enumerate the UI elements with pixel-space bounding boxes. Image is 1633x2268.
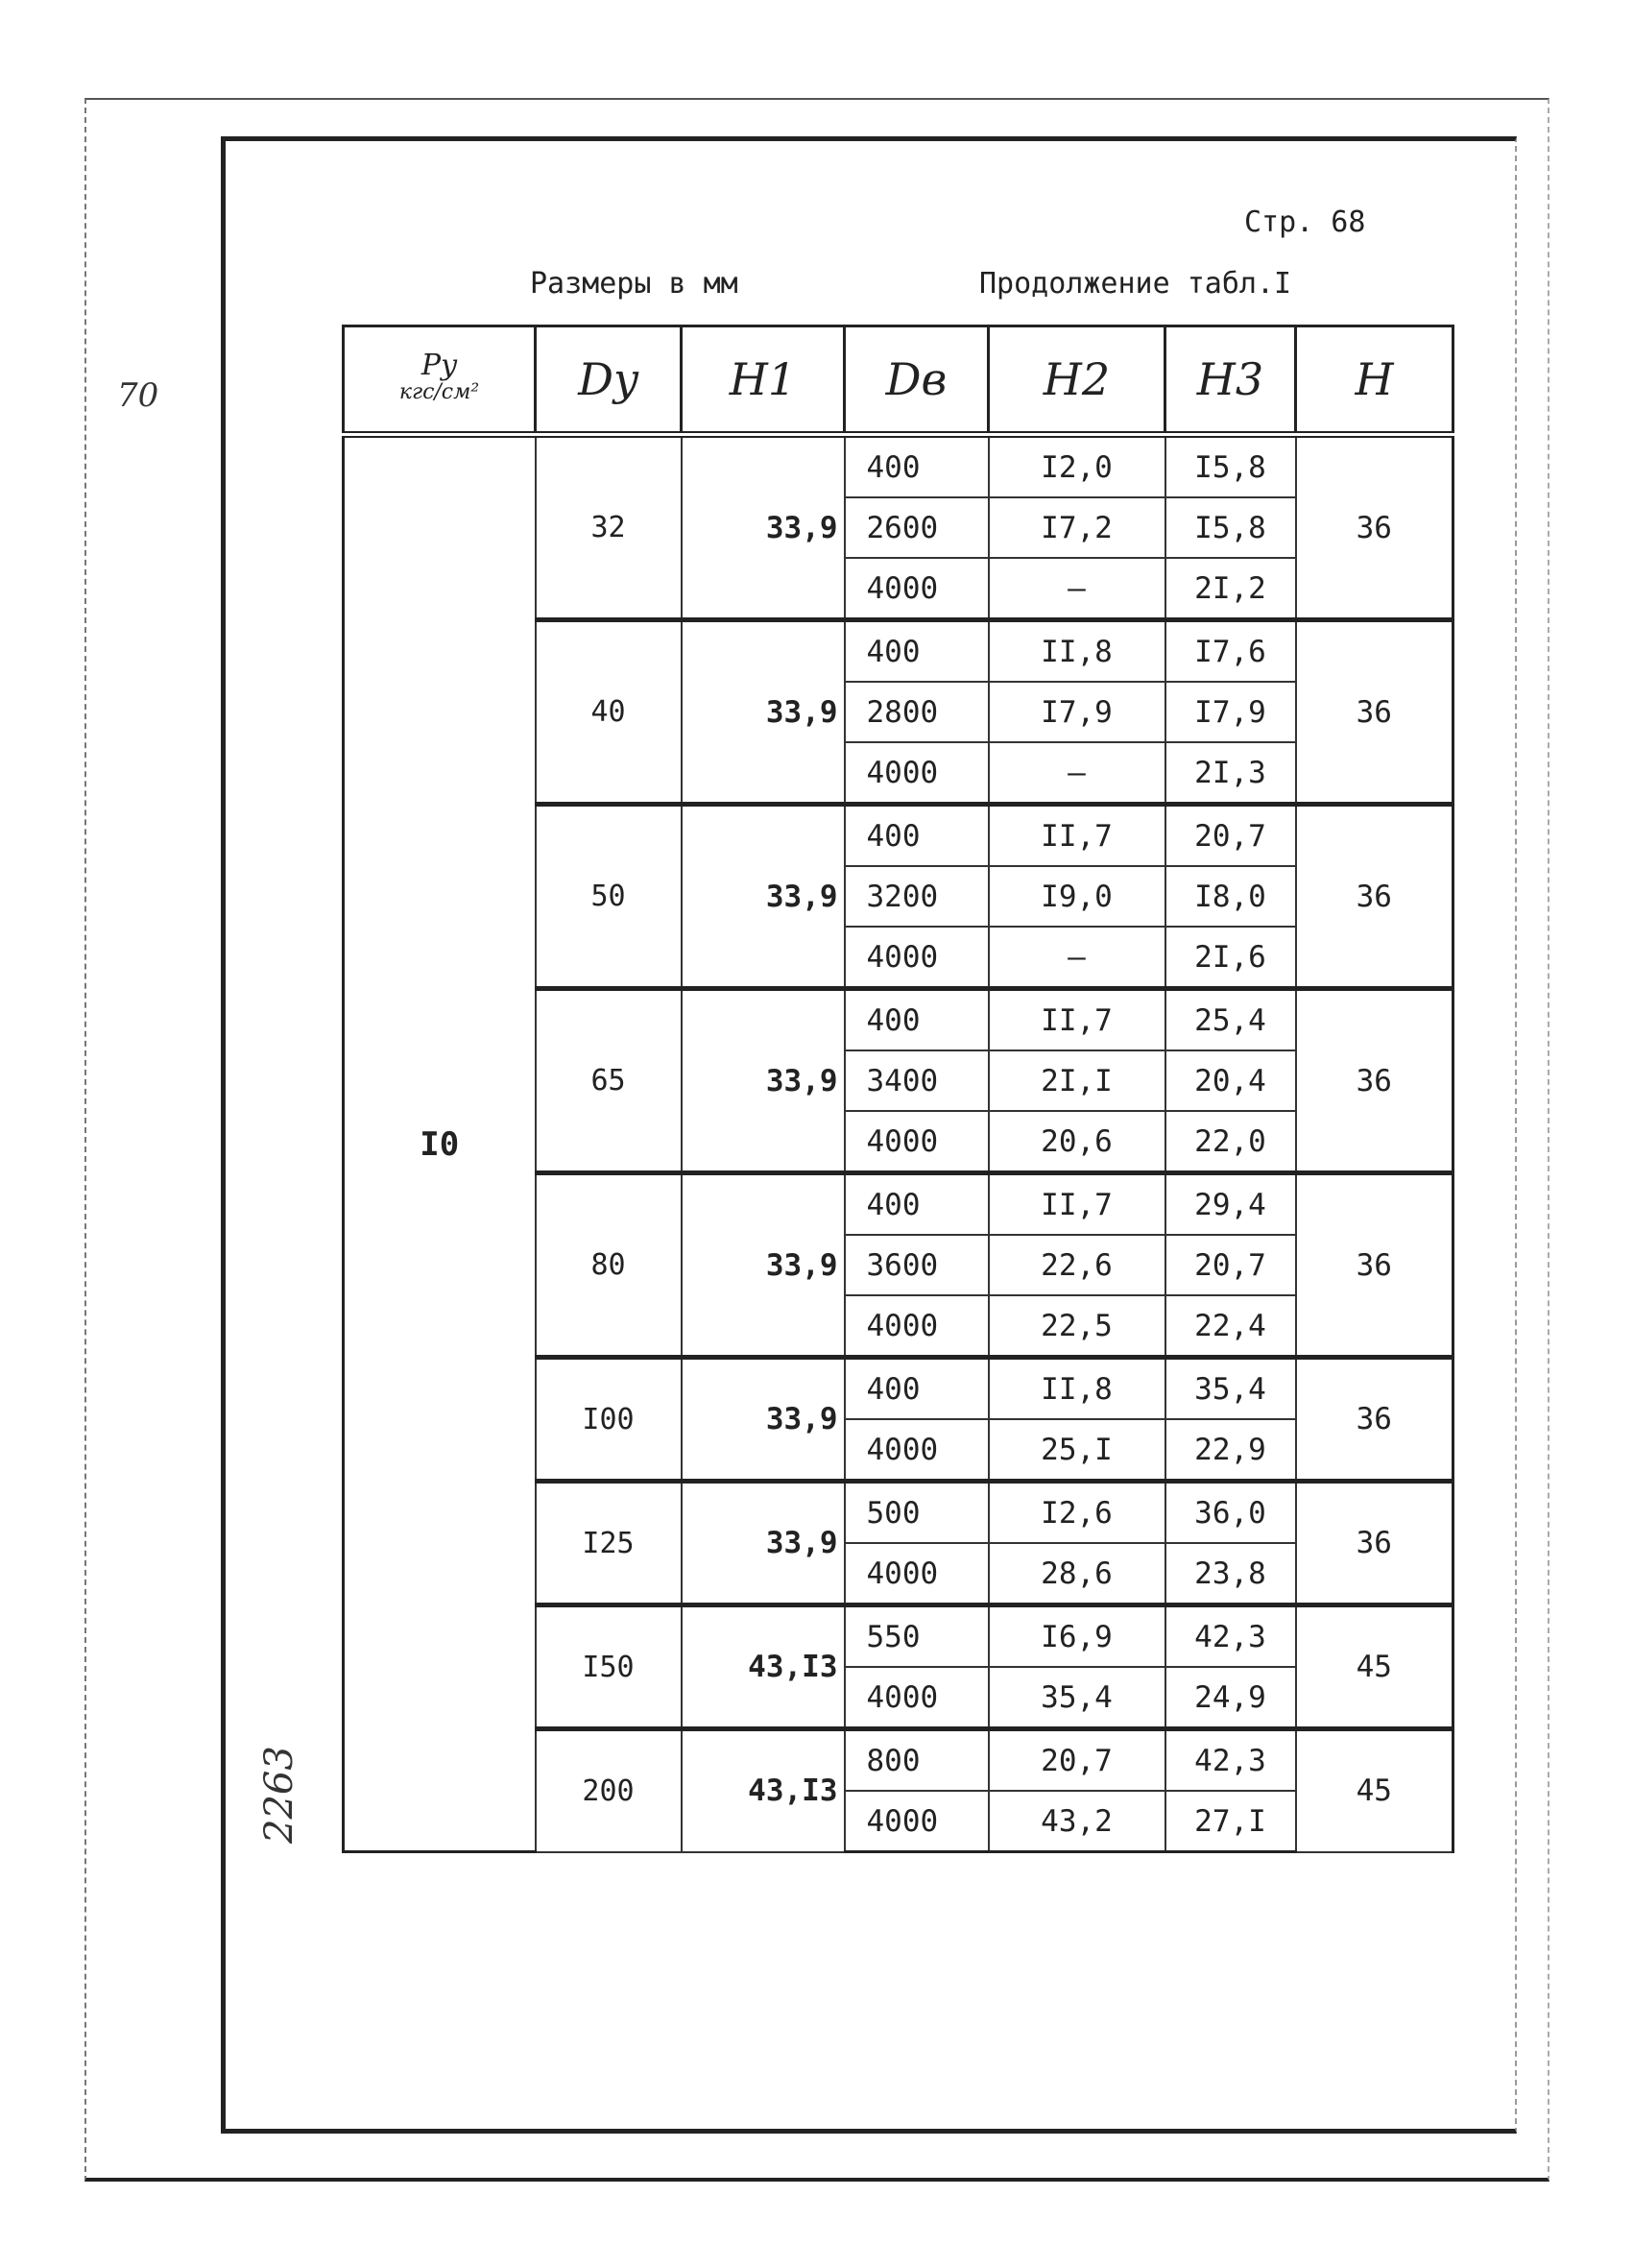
page-number: Стр. 68 xyxy=(1244,205,1366,239)
table-body xyxy=(344,435,1453,1852)
cell-h2: I2,6 xyxy=(989,1482,1165,1544)
cell-h2: 2I,I xyxy=(989,1050,1165,1111)
cell-h2: – xyxy=(989,927,1165,989)
header-h3: H3 xyxy=(1165,326,1296,435)
cell-h3: 20,4 xyxy=(1165,1050,1296,1111)
header-py-unit: кгс/см² xyxy=(398,380,480,404)
header-h: H xyxy=(1296,326,1453,435)
cell-h2: I2,0 xyxy=(989,435,1165,498)
cell-dv: 550 xyxy=(845,1605,989,1668)
cell-h3: I5,8 xyxy=(1165,435,1296,498)
cell-dy: 65 xyxy=(536,989,682,1173)
cell-h3: 22,4 xyxy=(1165,1295,1296,1358)
cell-dy: I00 xyxy=(536,1358,682,1482)
cell-h1: 33,9 xyxy=(682,1482,845,1605)
cell-h2: II,7 xyxy=(989,805,1165,867)
header-dy: Dy xyxy=(536,326,682,435)
cell-dy: 40 xyxy=(536,620,682,805)
cell-dy: 200 xyxy=(536,1729,682,1852)
header-py xyxy=(344,326,536,435)
cell-h2: I7,9 xyxy=(989,682,1165,742)
cell-h2: 43,2 xyxy=(989,1791,1165,1852)
cell-dv: 4000 xyxy=(845,1419,989,1482)
cell-h3: 25,4 xyxy=(1165,989,1296,1051)
cell-h3: 20,7 xyxy=(1165,805,1296,867)
cell-h1: 43,I3 xyxy=(682,1605,845,1729)
cell-h2: – xyxy=(989,742,1165,805)
cell-dv: 3200 xyxy=(845,866,989,927)
cell-h2: 22,6 xyxy=(989,1235,1165,1295)
continuation-note: Продолжение табл.I xyxy=(979,267,1292,301)
cell-h2: 35,4 xyxy=(989,1667,1165,1729)
header-dv: Dв xyxy=(845,326,989,435)
cell-dy: I25 xyxy=(536,1482,682,1605)
cell-h3: I7,6 xyxy=(1165,620,1296,683)
cell-h1: 33,9 xyxy=(682,435,845,620)
cell-h2: II,8 xyxy=(989,620,1165,683)
margin-note-top: 70 xyxy=(117,376,159,415)
cell-h2: 22,5 xyxy=(989,1295,1165,1358)
cell-dy: 50 xyxy=(536,805,682,989)
cell-dv: 2800 xyxy=(845,682,989,742)
cell-dv: 3600 xyxy=(845,1235,989,1295)
cell-h: 36 xyxy=(1296,620,1453,805)
cell-h3: 24,9 xyxy=(1165,1667,1296,1729)
cell-dv: 400 xyxy=(845,1173,989,1236)
cell-dy: I50 xyxy=(536,1605,682,1729)
cell-h2: – xyxy=(989,558,1165,620)
cell-dv: 4000 xyxy=(845,1543,989,1605)
cell-h3: 27,I xyxy=(1165,1791,1296,1852)
dimensions-table xyxy=(342,325,1454,1853)
cell-h3: 2I,6 xyxy=(1165,927,1296,989)
cell-h2: 28,6 xyxy=(989,1543,1165,1605)
cell-h3: I8,0 xyxy=(1165,866,1296,927)
cell-dv: 3400 xyxy=(845,1050,989,1111)
cell-dv: 2600 xyxy=(845,497,989,558)
cell-h: 36 xyxy=(1296,1482,1453,1605)
cell-dv: 500 xyxy=(845,1482,989,1544)
cell-h3: 35,4 xyxy=(1165,1358,1296,1420)
cell-h2: I9,0 xyxy=(989,866,1165,927)
cell-h2: I6,9 xyxy=(989,1605,1165,1668)
cell-h1: 33,9 xyxy=(682,805,845,989)
cell-dv: 400 xyxy=(845,805,989,867)
cell-dv: 400 xyxy=(845,435,989,498)
cell-h1: 43,I3 xyxy=(682,1729,845,1852)
cell-h2: II,8 xyxy=(989,1358,1165,1420)
cell-h: 36 xyxy=(1296,435,1453,620)
cell-h3: 20,7 xyxy=(1165,1235,1296,1295)
cell-dv: 4000 xyxy=(845,1791,989,1852)
cell-h2: 20,7 xyxy=(989,1729,1165,1792)
cell-h2: 20,6 xyxy=(989,1111,1165,1173)
cell-h3: 2I,3 xyxy=(1165,742,1296,805)
cell-h3: 2I,2 xyxy=(1165,558,1296,620)
header-h1: H1 xyxy=(682,326,845,435)
cell-dv: 4000 xyxy=(845,742,989,805)
cell-h: 36 xyxy=(1296,805,1453,989)
cell-dv: 800 xyxy=(845,1729,989,1792)
cell-h2: 25,I xyxy=(989,1419,1165,1482)
cell-h1: 33,9 xyxy=(682,1358,845,1482)
cell-dv: 400 xyxy=(845,1358,989,1420)
cell-h3: 22,0 xyxy=(1165,1111,1296,1173)
cell-h1: 33,9 xyxy=(682,1173,845,1358)
cell-h: 45 xyxy=(1296,1729,1453,1852)
cell-h2: II,7 xyxy=(989,1173,1165,1236)
cell-h3: 23,8 xyxy=(1165,1543,1296,1605)
cell-h2: II,7 xyxy=(989,989,1165,1051)
cell-h3: 22,9 xyxy=(1165,1419,1296,1482)
cell-h: 36 xyxy=(1296,1173,1453,1358)
cell-h1: 33,9 xyxy=(682,620,845,805)
cell-h2: I7,2 xyxy=(989,497,1165,558)
table-row xyxy=(344,435,1453,498)
cell-h3: 42,3 xyxy=(1165,1605,1296,1668)
cell-dy: 32 xyxy=(536,435,682,620)
units-note: Размеры в мм xyxy=(530,267,738,301)
cell-dv: 400 xyxy=(845,989,989,1051)
table-header-row xyxy=(344,326,1453,435)
cell-h3: I5,8 xyxy=(1165,497,1296,558)
cell-h3: 36,0 xyxy=(1165,1482,1296,1544)
cell-dv: 400 xyxy=(845,620,989,683)
cell-h: 36 xyxy=(1296,1358,1453,1482)
header-py-label: Py xyxy=(420,349,458,382)
cell-dv: 4000 xyxy=(845,1295,989,1358)
cell-h: 45 xyxy=(1296,1605,1453,1729)
cell-py: I0 xyxy=(344,435,536,1852)
margin-note-vertical: 2263 xyxy=(257,1746,301,1844)
cell-h: 36 xyxy=(1296,989,1453,1173)
cell-h3: 42,3 xyxy=(1165,1729,1296,1792)
cell-dv: 4000 xyxy=(845,1111,989,1173)
cell-dy: 80 xyxy=(536,1173,682,1358)
cell-h3: I7,9 xyxy=(1165,682,1296,742)
cell-dv: 4000 xyxy=(845,1667,989,1729)
cell-dv: 4000 xyxy=(845,927,989,989)
cell-dv: 4000 xyxy=(845,558,989,620)
cell-h3: 29,4 xyxy=(1165,1173,1296,1236)
header-h2: H2 xyxy=(989,326,1165,435)
cell-h1: 33,9 xyxy=(682,989,845,1173)
